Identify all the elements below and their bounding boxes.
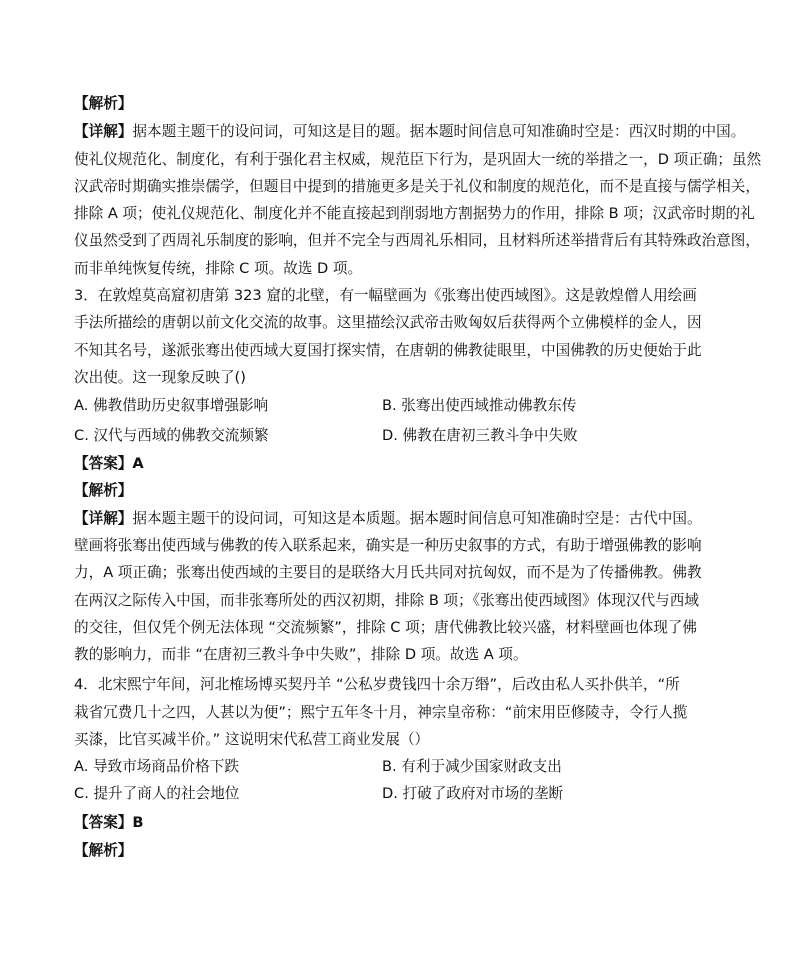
q3-detail-line: 的交往，但仅凭个例无法体现 “交流频繁”，排除 C 项；唐代佛教比较兴盛，材料壁画也体现了佛 — [74, 619, 697, 636]
q3-detail-line: 【详解】据本题主题干的设问词，可知这是本质题。据本题时间信息可知准确时空是：古代中国。 — [74, 510, 702, 527]
q3-detail-line: 在两汉之际传入中国，而非张骞所处的西汉初期，排除 B 项；《张骞出使西域图》体现汉代与西域 — [74, 592, 699, 609]
q3-answer: 【答案】A — [74, 455, 144, 472]
detail-paragraph-line: 仪虽然受到了西周礼乐制度的影响，但并不完全与西周礼乐相同，且材料所述举措背后有其特殊政治意图， — [74, 232, 760, 249]
q3-detail-line: 力，A 项正确；张骞出使西域的主要目的是联络大月氏共同对抗匈奴，而不是为了传播佛教。佛教 — [74, 564, 702, 581]
question-4-stem: 栽省冗费几十之四，人甚以为便”；熙宁五年冬十月，神宗皇帝称：“前宋用臣修陵寺，令行人揽 — [74, 704, 688, 721]
q4-option-c: C. 提升了商人的社会地位 — [74, 785, 240, 802]
q4-option-b: B. 有利于减少国家财政支出 — [382, 758, 562, 775]
question-3-stem: 不知其名号，遂派张骞出使西域大夏国打探实情，在唐朝的佛教徒眼里，中国佛教的历史便始于此 — [74, 342, 702, 359]
q3-detail-line: 教的影响力，而非 “在唐初三教斗争中失败”，排除 D 项。故选 A 项。 — [74, 646, 528, 663]
question-4-stem: 买漆，比官买减半价。” 这说明宋代私营工商业发展（） — [74, 731, 430, 748]
analysis-label: 【解析】 — [74, 95, 133, 112]
detail-label: 【详解】 — [74, 123, 133, 140]
q3-option-b: B. 张骞出使西域推动佛教东传 — [382, 397, 577, 414]
q3-detail-label: 【详解】 — [74, 510, 133, 527]
detail-paragraph-line: 【详解】据本题主题干的设问词，可知这是目的题。据本题时间信息可知准确时空是：西汉时期的中国。 — [74, 123, 746, 140]
q3-analysis-label: 【解析】 — [74, 482, 133, 499]
q4-analysis-label: 【解析】 — [74, 842, 133, 859]
detail-paragraph-line: 汉武帝时期确实推崇儒学，但题目中提到的措施更多是关于礼仪和制度的规范化，而不是直接与儒学相关， — [74, 178, 760, 195]
detail-paragraph-line: 使礼仪规范化、制度化，有利于强化君主权威，规范臣下行为，是巩固大一统的举措之一，D 项正确；虽然 — [74, 151, 762, 168]
question-3-stem: 次出使。这一现象反映了() — [74, 369, 246, 386]
detail-paragraph-line: 排除 A 项；使礼仪规范化、制度化并不能直接起到削弱地方割据势力的作用，排除 B 项；汉武帝时期的礼 — [74, 205, 755, 222]
question-3-stem: 手法所描绘的唐朝以前文化交流的故事。这里描绘汉武帝击败匈奴后获得两个立佛模样的金人，因 — [74, 314, 702, 331]
q4-option-a: A. 导致市场商品价格下跌 — [74, 758, 239, 775]
q3-option-a: A. 佛教借助历史叙事增强影响 — [74, 397, 269, 414]
q3-option-c: C. 汉代与西域的佛教交流频繁 — [74, 427, 269, 444]
detail-paragraph-line: 而非单纯恢复传统，排除 C 项。故选 D 项。 — [74, 260, 363, 277]
q3-option-d: D. 佛教在唐初三教斗争中失败 — [382, 427, 578, 444]
question-4-stem: 4．北宋熙宁年间，河北榷场博买契丹羊 “公私岁费钱四十余万缗”，后改由私人买扑供羊，“所 — [74, 676, 680, 693]
q4-answer: 【答案】B — [74, 814, 144, 831]
question-3-stem: 3．在敦煌莫高窟初唐第 323 窟的北壁，有一幅壁画为《张骞出使西域图》。这是敦煌僧人用绘画 — [74, 287, 697, 304]
q3-detail-line: 壁画将张骞出使西域与佛教的传入联系起来，确实是一种历史叙事的方式，有助于增强佛教的影响 — [74, 537, 702, 554]
q4-option-d: D. 打破了政府对市场的垄断 — [382, 785, 564, 802]
